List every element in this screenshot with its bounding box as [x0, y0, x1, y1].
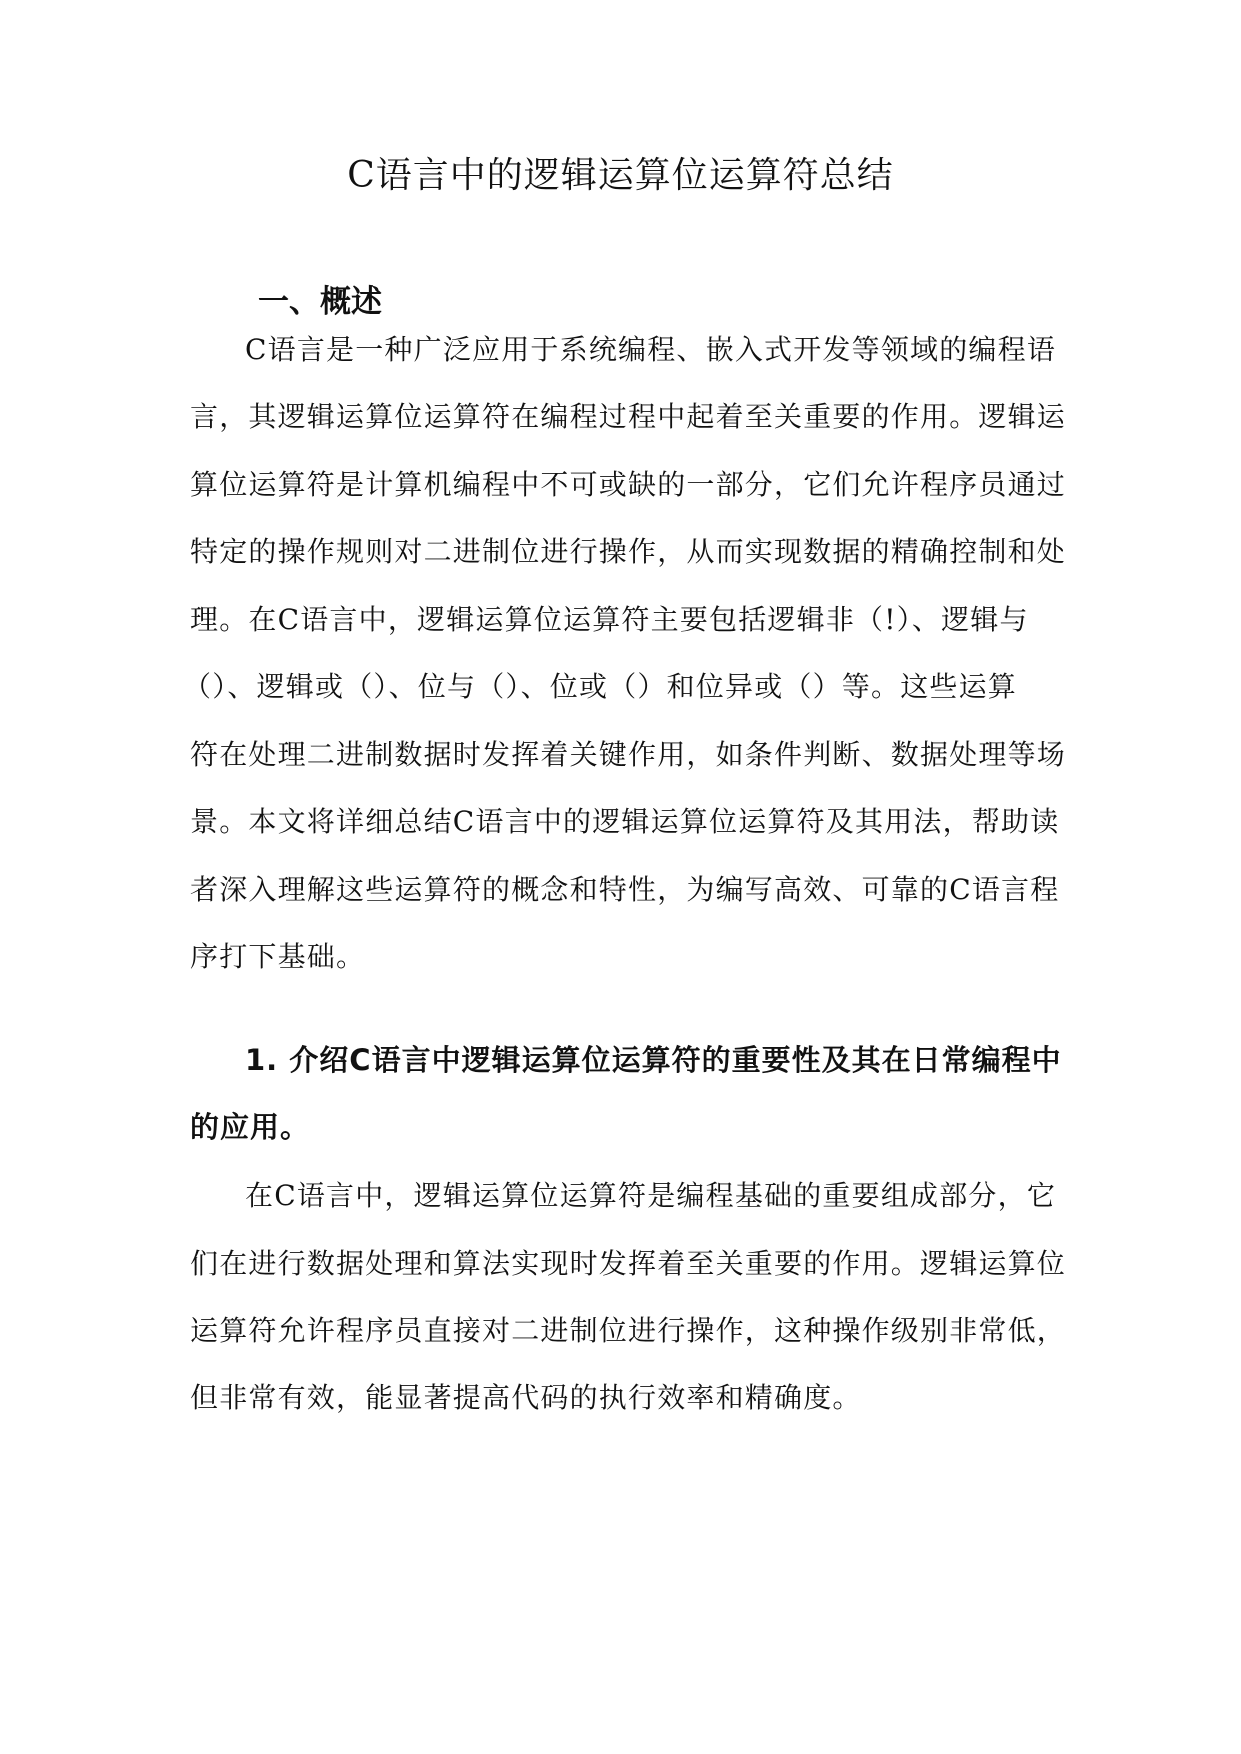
- paragraph-line: 言，其逻辑运算位运算符在编程过程中起着至关重要的作用。逻辑运: [190, 400, 1067, 433]
- paragraph-line: 者深入理解这些运算符的概念和特性，为编写高效、可靠的C语言程: [190, 873, 1060, 906]
- paragraph-line: 们在进行数据处理和算法实现时发挥着至关重要的作用。逻辑运算位: [190, 1247, 1067, 1280]
- paragraph-line: 序打下基础。: [190, 940, 366, 973]
- paragraph-line: 运算符允许程序员直接对二进制位进行操作，这种操作级别非常低，: [190, 1314, 1067, 1347]
- paragraph-line: 算位运算符是计算机编程中不可或缺的一部分，它们允许程序员通过: [190, 468, 1067, 501]
- paragraph-line: 理。在C语言中，逻辑运算位运算符主要包括逻辑非（!）、逻辑与: [190, 603, 1029, 636]
- paragraph-line: 但非常有效，能显著提高代码的执行效率和精确度。: [190, 1381, 862, 1414]
- paragraph-line: 在C语言中，逻辑运算位运算符是编程基础的重要组成部分，它: [245, 1179, 1057, 1212]
- paragraph-line: 符在处理二进制数据时发挥着关键作用，如条件判断、数据处理等场: [190, 738, 1067, 771]
- document-title: C语言中的逻辑运算位运算符总结: [347, 155, 894, 196]
- paragraph-line: 特定的操作规则对二进制位进行操作，从而实现数据的精确控制和处: [190, 535, 1067, 568]
- subsection-heading: 的应用。: [190, 1110, 311, 1144]
- paragraph-line: （）、逻辑或（）、位与（）、位或（）和位异或（）等。这些运算: [183, 670, 1018, 703]
- section-heading-overview: 一、概述: [258, 284, 382, 320]
- subsection-heading: 1. 介绍C语言中逻辑运算位运算符的重要性及其在日常编程中: [245, 1043, 1062, 1077]
- paragraph-line: C语言是一种广泛应用于系统编程、嵌入式开发等领域的编程语: [245, 333, 1057, 366]
- paragraph-line: 景。本文将详细总结C语言中的逻辑运算位运算符及其用法，帮助读: [190, 805, 1060, 838]
